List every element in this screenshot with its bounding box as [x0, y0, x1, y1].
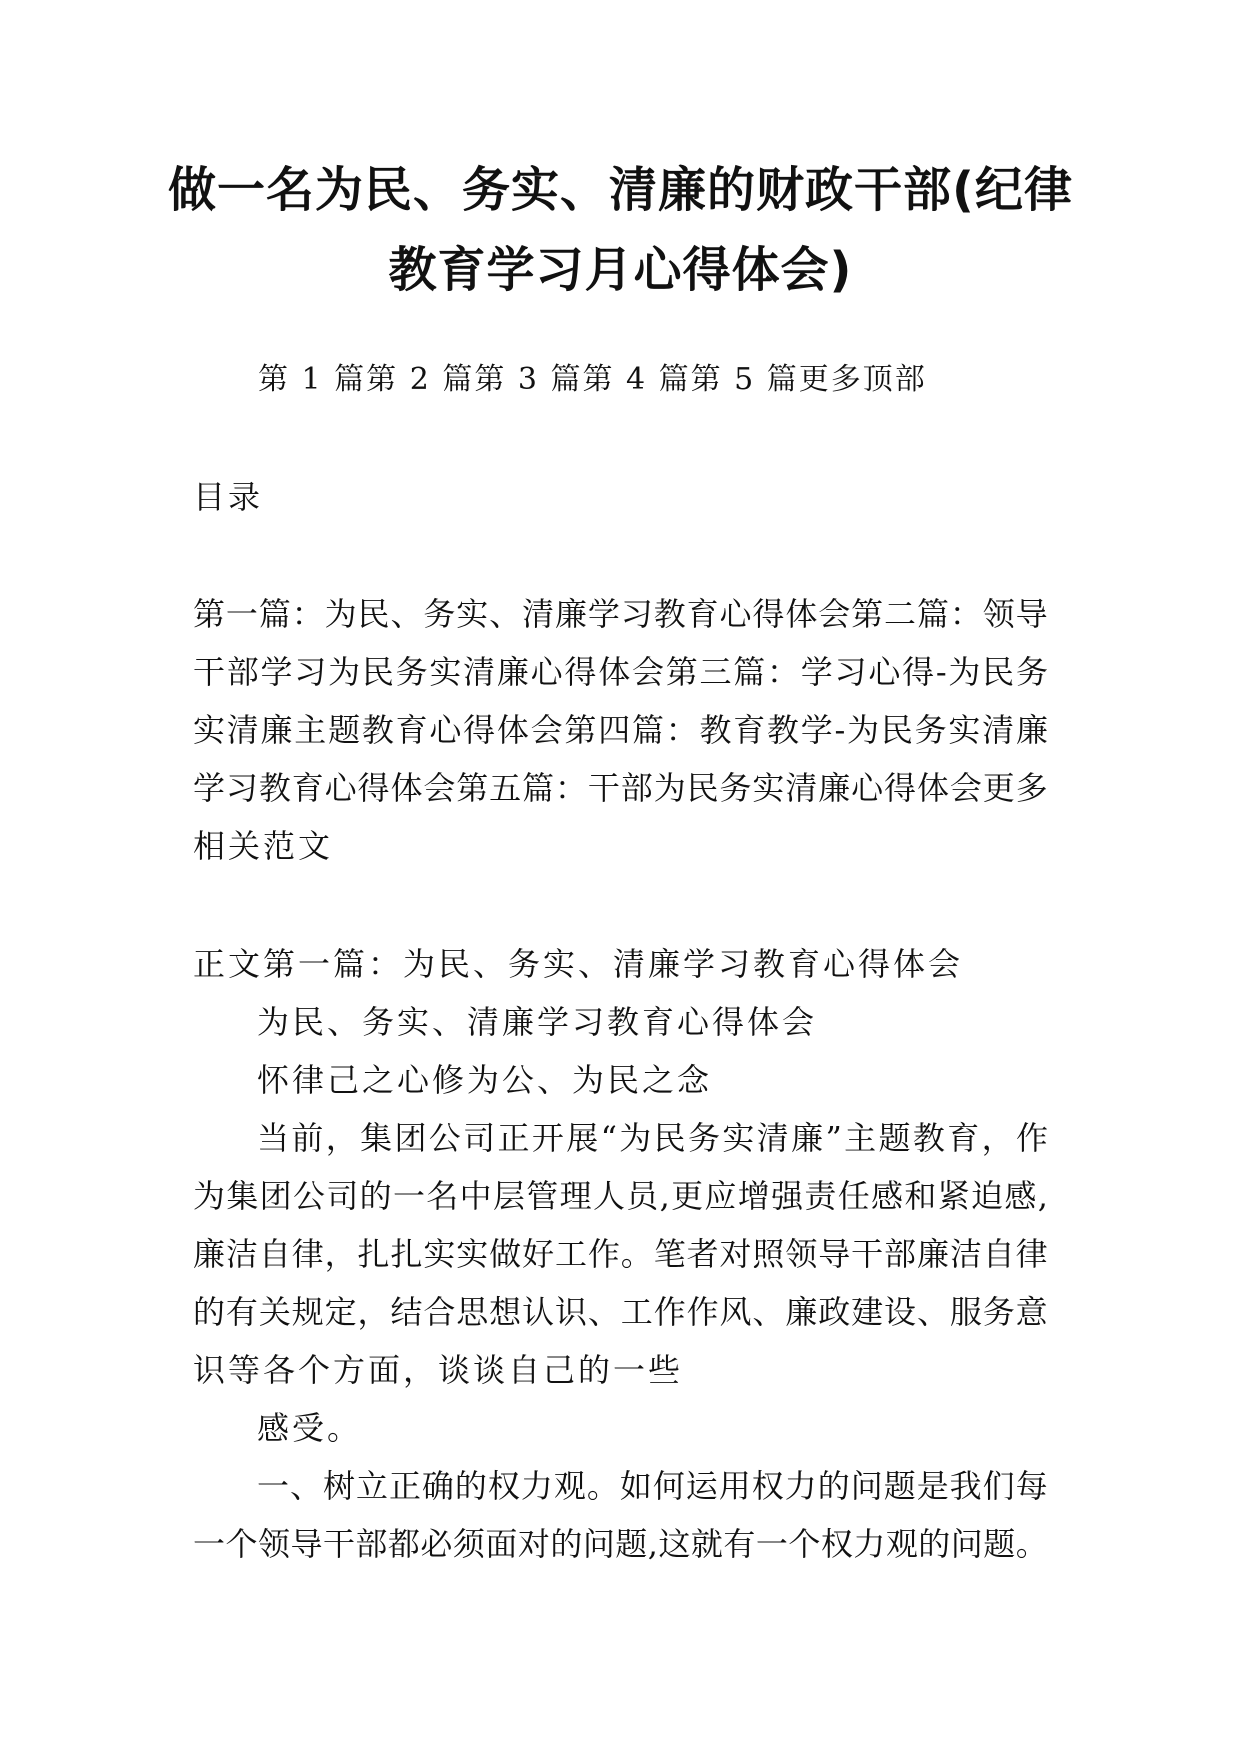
para1-line-3: 廉 洁 自 律 ， 扎 扎 实 实 做 好 工 作 。 笔 者 对 照 领 导 干 部 廉 洁 自 律 [193, 1235, 1048, 1273]
toc-line-4: 学 习 教 育 心 得 体 会 第 五 篇 ： 干 部 为 民 务 实 清 廉 心 得 体 会 更 多 [193, 769, 1048, 807]
para1-line-5: 识等各个方面，谈谈自己的一些 [193, 1351, 684, 1389]
para2-line-1: 一 、 树 立 正 确 的 权 力 观 。 如 何 运 用 权 力 的 问 题 是 我 们 每 [257, 1467, 1048, 1505]
main-body [193, 935, 1048, 1573]
section-heading: 正文第一篇：为民、务实、清廉学习教育心得体会 [193, 945, 964, 983]
document-title [150, 150, 1091, 310]
title-line-2: 教育学习月心得体会) [388, 242, 853, 298]
article-nav-links[interactable]: 第 1 篇第 2 篇第 3 篇第 4 篇第 5 篇更多顶部 [258, 362, 927, 397]
title-line-1: 做一名为民、务实、清廉的财政干部(纪律 [168, 162, 1073, 218]
toc-line-5: 相关范文 [193, 827, 334, 865]
article-motto: 怀律己之心修为公、为民之念 [257, 1061, 713, 1099]
table-of-contents [193, 585, 1048, 875]
article-subtitle: 为民、务实、清廉学习教育心得体会 [257, 1003, 818, 1041]
toc-line-2: 干 部 学 习 为 民 务 实 清 廉 心 得 体 会 第 三 篇 ： 学 习 心 得 - 为 民 务 [193, 653, 1048, 691]
para1-line-4: 的 有 关 规 定 ， 结 合 思 想 认 识 、 工 作 作 风 、 廉 政 建 设 、 服 务 意 [193, 1293, 1048, 1331]
para2-line-2: 一 个 领 导 干 部 都 必 须 面 对 的 问 题 , 这 就 有 一 个 权 力 观 的 问 题 。 [193, 1525, 1048, 1563]
para1-line-1: 当 前 ， 集 团 公 司 正 开 展 “ 为 民 务 实 清 廉 ” 主 题 教 育 ， 作 [257, 1119, 1048, 1157]
para1-line-2: 为 集 团 公 司 的 一 名 中 层 管 理 人 员 , 更 应 增 强 责 任 感 和 紧 迫 感 , [193, 1177, 1048, 1215]
toc-line-3: 实 清 廉 主 题 教 育 心 得 体 会 第 四 篇 ： 教 育 教 学 - 为 民 务 实 清 廉 [193, 711, 1048, 749]
toc-heading: 目录 [193, 478, 264, 516]
toc-line-1: 第 一 篇 ： 为 民 、 务 实 、 清 廉 学 习 教 育 心 得 体 会 第 二 篇 ： 领 导 [193, 595, 1048, 633]
para1-tail: 感受。 [257, 1409, 363, 1447]
